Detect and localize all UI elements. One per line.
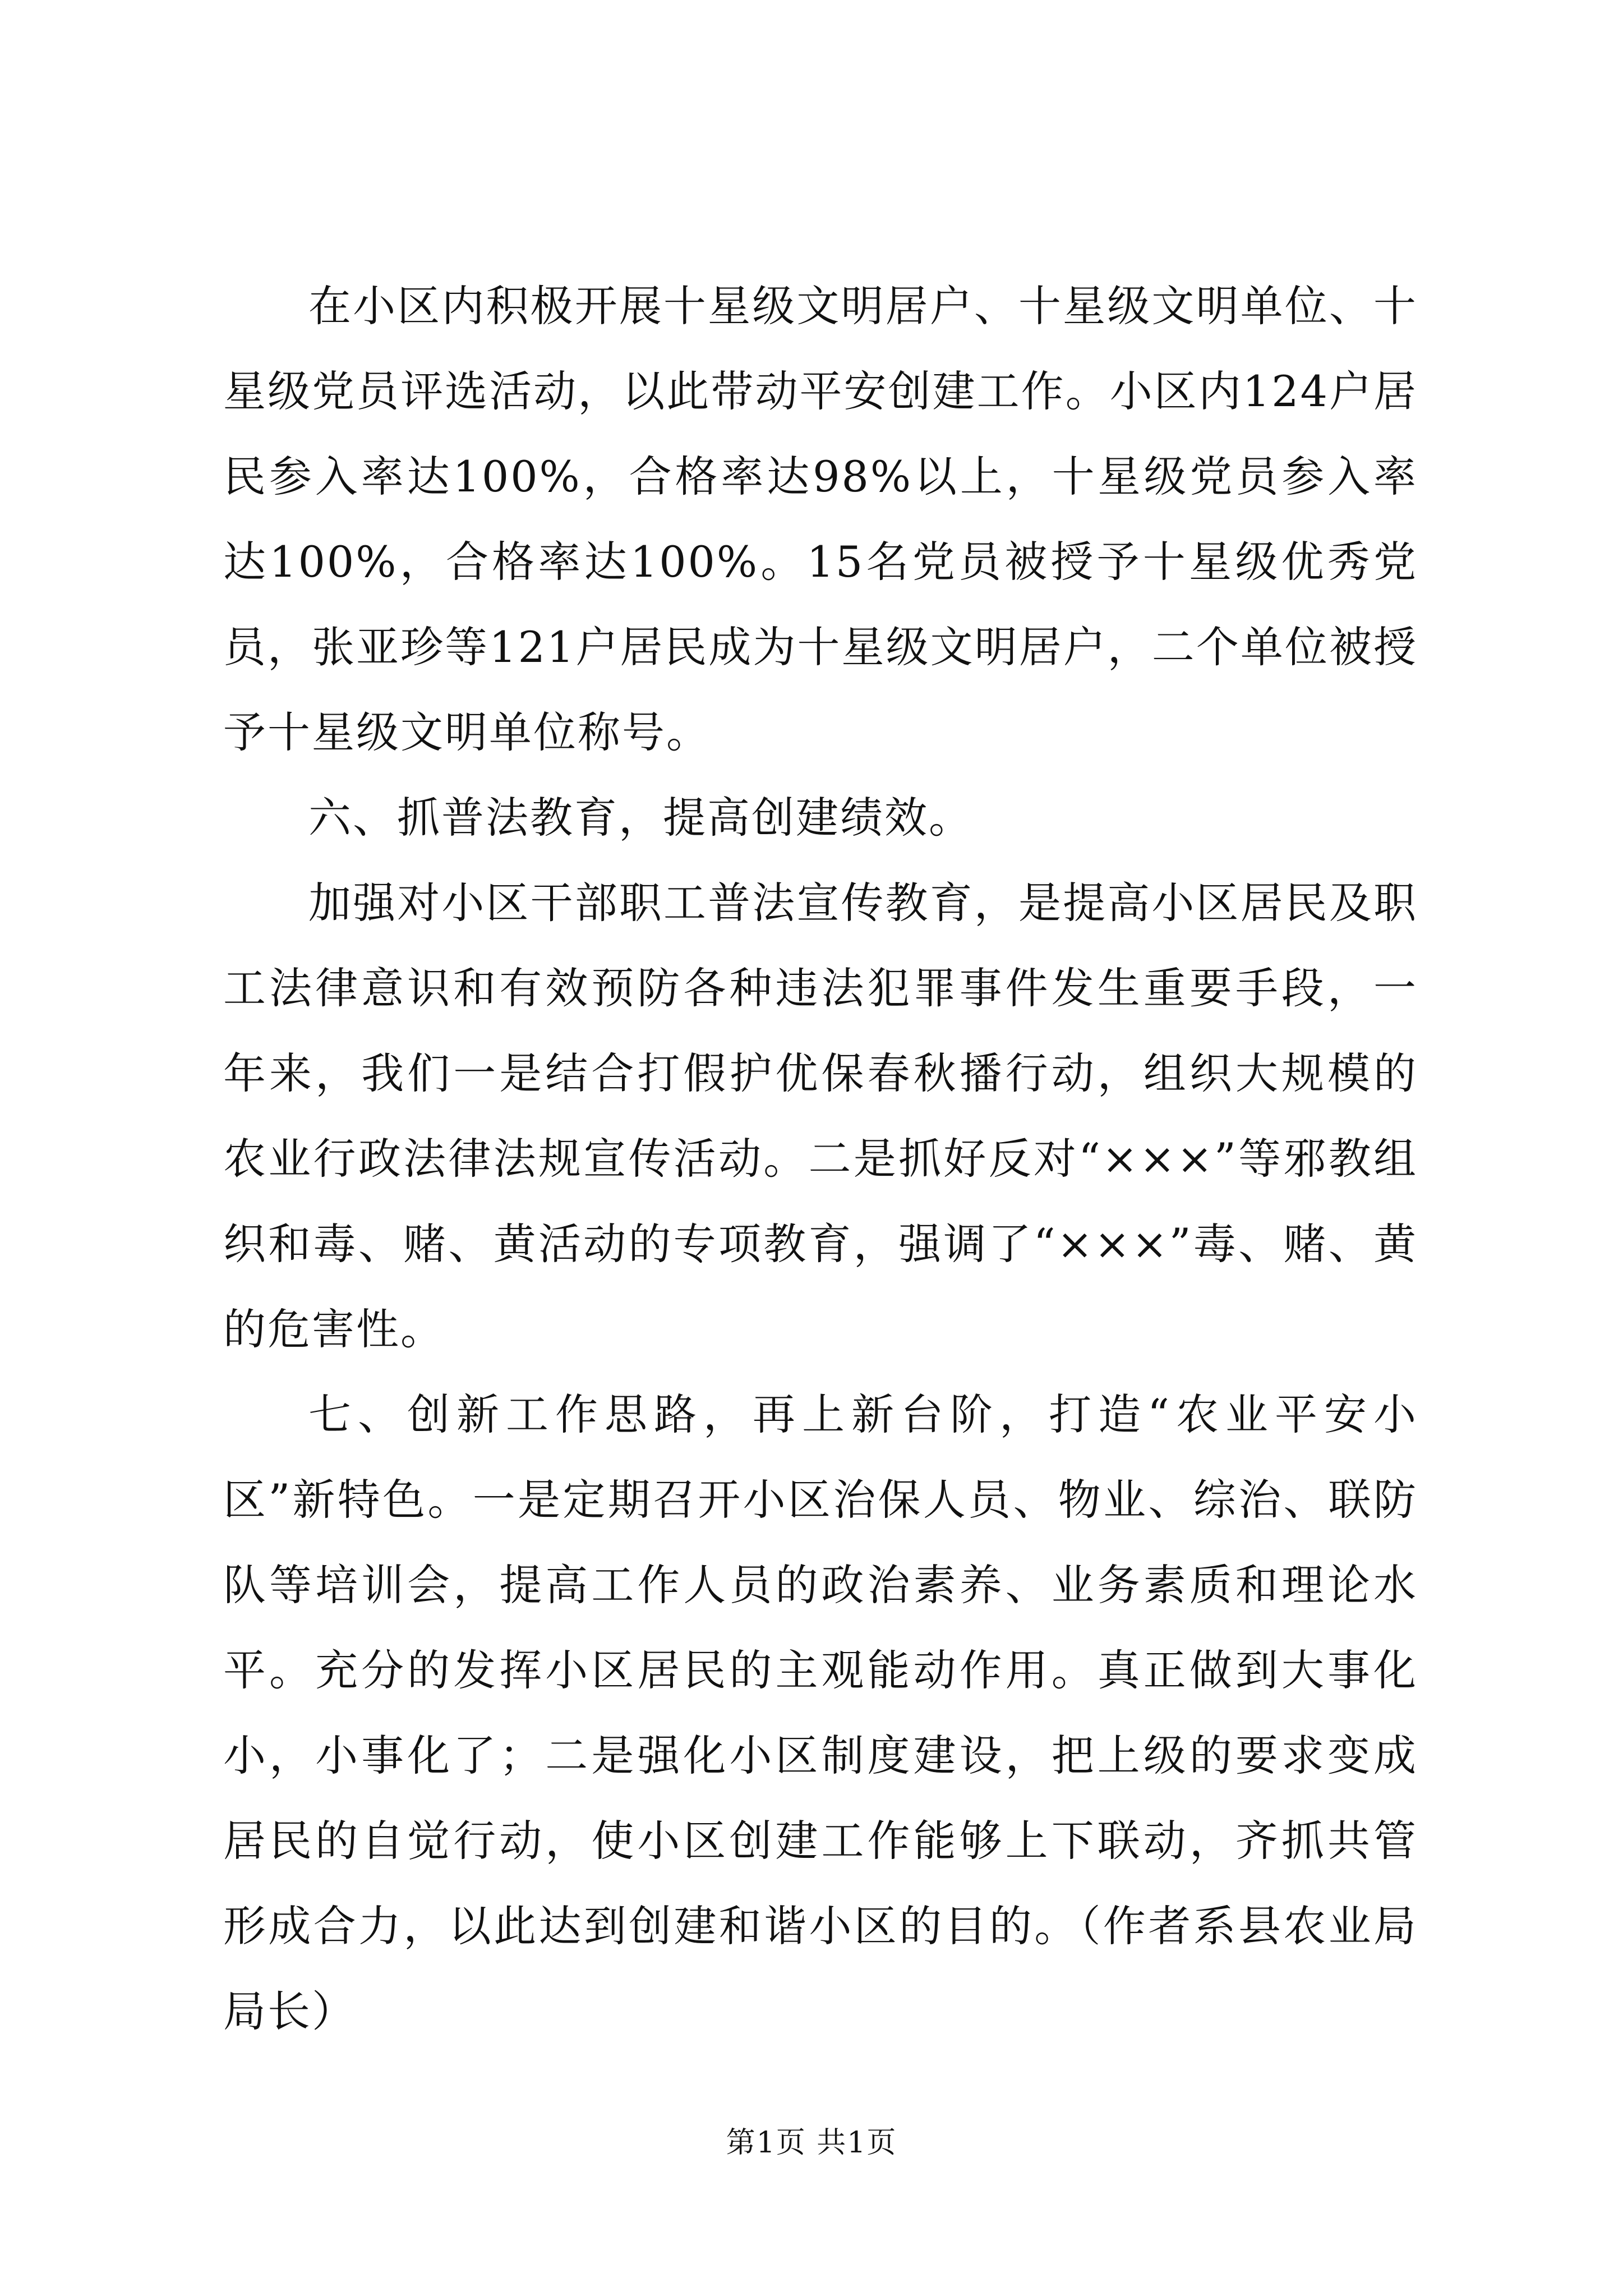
document-body xyxy=(223,264,1418,2054)
paragraph-innovation: 七、创新工作思路，再上新台阶，打造“农业平安小区”新特色。一是定期召开小区治保人员、物业、综治、联防队等培训会，提高工作人员的政治素养、业务素质和理论水平。充分的发挥小区居民的主观能动作用。真正做到大事化小，小事化了；二是强化小区制度建设，把上级的要求变成居民的自觉行动，使小区创建工作能够上下联动，齐抓共管形成合力，以此达到创建和谐小区的目的。（作者系县农业局局长） xyxy=(223,1389,1418,2036)
page-footer: 第1页 共1页 xyxy=(726,2126,897,2160)
paragraph-star-rating-activities: 在小区内积极开展十星级文明居户、十星级文明单位、十星级党员评选活动，以此带动平安创建工作。小区内124户居民参入率达100%，合格率达98%以上，十星级党员参入率达100%，合格率达100%。15名党员被授予十星级优秀党员，张亚珍等121户居民成为十星级文明居户，二个单位被授予十星级文明单位称号。 xyxy=(223,281,1418,757)
paragraph-legal-education: 加强对小区干部职工普法宣传教育，是提高小区居民及职工法律意识和有效预防各种违法犯罪事件发生重要手段，一年来，我们一是结合打假护优保春秋播行动，组织大规模的农业行政法律法规宣传活动。二是抓好反对“×××”等邪教组织和毒、赌、黄活动的专项教育，强调了“×××”毒、赌、黄的危害性。 xyxy=(223,878,1418,1354)
section-heading-legal-education: 六、抓普法教育，提高创建绩效。 xyxy=(308,793,973,843)
